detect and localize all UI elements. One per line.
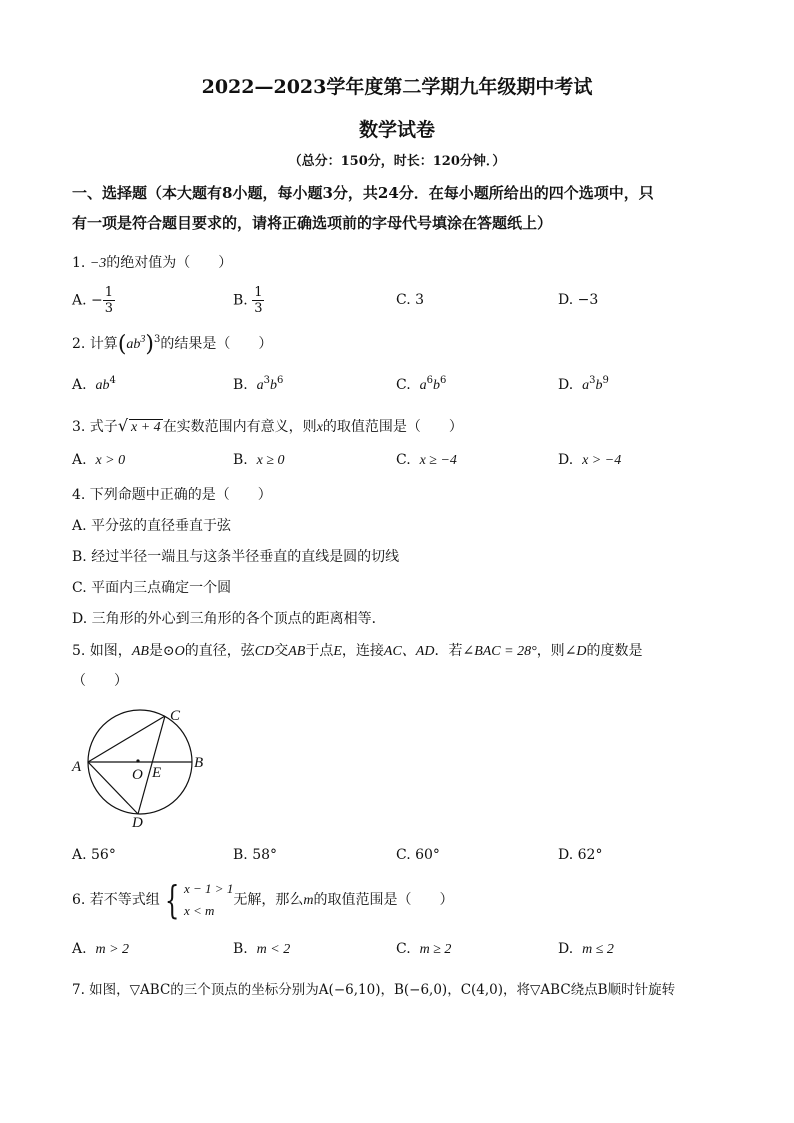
exponent-b: 6 xyxy=(277,375,284,386)
q6-stem xyxy=(72,878,453,922)
q4-option-c: C. 平面内三点确定一个圆 xyxy=(72,580,232,596)
q5-stem-line1 xyxy=(72,640,643,660)
label-o: O xyxy=(132,767,143,783)
q6-option-c xyxy=(396,941,451,958)
text: 于点 xyxy=(305,643,334,659)
base: ab xyxy=(95,378,110,393)
exponent-a: 3 xyxy=(589,375,596,386)
text: ，则 xyxy=(536,643,565,659)
q3-number: 3. 式子 xyxy=(72,419,118,435)
section-heading-line2: 有一项是符合题目要求的，请将正确选项前的字母代号填涂在答题纸上） xyxy=(72,214,553,232)
option-label: B. xyxy=(233,941,248,957)
q5-option-a: A. 56° xyxy=(72,847,116,863)
option-label: C. xyxy=(396,377,411,393)
exam-title: 2022—2023学年度第二学期九年级期中考试 xyxy=(201,76,593,98)
option-expr: m ≤ 2 xyxy=(582,942,614,957)
section-heading-line1: 一、选择题（本大题有8小题，每小题3分，共24分．在每小题所给出的四个选项中，只 xyxy=(72,184,654,202)
base-a: a xyxy=(256,378,264,393)
q5-option-c: C. 60° xyxy=(396,847,440,863)
option-label: B. xyxy=(233,452,248,468)
numerator: 1 xyxy=(254,285,263,300)
q5-stem-line2: （ ） xyxy=(72,673,128,689)
q3-var: x xyxy=(316,420,323,435)
q7-stem: 7. 如图，▽ABC的三个顶点的坐标分别为A(−6,10)，B(−6,0)，C(4,0)，将▽ABC绕点B顺时针旋转 xyxy=(72,982,676,998)
q2-inner-exp: 3 xyxy=(140,334,146,345)
option-label: D. xyxy=(558,452,574,468)
math: ∠D xyxy=(564,644,587,659)
q2-option-b xyxy=(233,375,283,394)
option-expr: x > −4 xyxy=(582,453,622,468)
text: ．若 xyxy=(434,643,463,659)
option-label: A. xyxy=(72,452,87,468)
q5-circle-figure xyxy=(66,700,216,835)
q2-text: 的结果是（ ） xyxy=(160,336,273,352)
exponent-b: 6 xyxy=(439,375,447,386)
q6-option-d xyxy=(558,941,614,958)
option-expr: x ≥ −4 xyxy=(419,453,457,468)
q2-option-c xyxy=(396,375,446,394)
q3-option-d xyxy=(558,452,621,469)
option-label: B. xyxy=(233,377,248,393)
q2-option-a xyxy=(72,375,116,394)
q1-stem xyxy=(72,252,232,272)
option-expr: m > 2 xyxy=(95,942,130,957)
option-label: D. xyxy=(558,941,574,957)
text: 5. 如图， xyxy=(72,643,132,659)
exam-note: （总分：150分，时长：120分钟．） xyxy=(288,154,506,169)
inequality-row1: x − 1 > 1 xyxy=(184,881,234,896)
text: 交 xyxy=(274,643,289,659)
exponent: 4 xyxy=(109,375,116,386)
q1-option-c: C. 3 xyxy=(396,292,425,308)
q2-number: 2. 计算 xyxy=(72,336,118,352)
q1-text: 的绝对值为（ ） xyxy=(106,255,233,271)
math: E xyxy=(333,644,342,659)
q1-option-a xyxy=(72,285,115,316)
q6-option-b xyxy=(233,941,290,958)
numerator: 1 xyxy=(104,285,114,300)
base-b: b xyxy=(595,378,603,393)
exponent-a: 6 xyxy=(426,375,433,386)
option-label: A. xyxy=(72,377,87,393)
q3-radicand: x + 4 xyxy=(131,420,161,435)
q2-outer-exp: 3 xyxy=(154,334,161,345)
q3-stem: 3. 式子√ x + 4 在实数范围内有意义，则x的取值范围是（ ） xyxy=(72,416,463,435)
option-label: D. xyxy=(558,377,574,393)
option-expr: x ≥ 0 xyxy=(256,453,285,468)
q6-text1: 无解，那么 xyxy=(233,892,304,908)
text: 的直径，弦 xyxy=(184,643,255,659)
exam-subtitle: 数学试卷 xyxy=(358,119,435,141)
option-label: C. xyxy=(396,941,411,957)
label-b: B xyxy=(194,755,204,771)
denominator: 3 xyxy=(104,301,114,316)
math: CD xyxy=(254,644,275,659)
inequality-system: { x − 1 > 1 x < m xyxy=(164,878,234,922)
fraction xyxy=(103,285,115,316)
q3-text2: 的取值范围是（ ） xyxy=(322,419,463,435)
q4-option-a: A. 平分弦的直径垂直于弦 xyxy=(72,518,232,534)
text: ，连接 xyxy=(341,643,384,659)
chord-ac xyxy=(88,716,165,762)
q3-text1: 在实数范围内有意义，则 xyxy=(162,419,317,435)
sign: − xyxy=(91,292,103,309)
base-b: b xyxy=(432,378,440,393)
q4-stem: 4. 下列命题中正确的是（ ） xyxy=(72,487,272,503)
q3-option-a xyxy=(72,452,125,469)
denominator: 3 xyxy=(254,301,263,316)
q3-option-b xyxy=(233,452,285,469)
label-c: C xyxy=(170,708,181,724)
math: AC、AD xyxy=(383,644,435,659)
text: 是⊙ xyxy=(148,643,175,659)
q1-expression: −3 xyxy=(89,256,107,271)
q2-base: ab xyxy=(126,337,141,352)
q4-option-b: B. 经过半径一端且与这条半径垂直的直线是圆的切线 xyxy=(72,549,400,565)
label-e: E xyxy=(152,765,162,781)
q5-option-d: D. 62° xyxy=(558,847,603,863)
inequality-row2: x < m xyxy=(184,903,215,918)
option-label: A. xyxy=(72,292,87,309)
q2-option-d xyxy=(558,375,609,394)
base-a: a xyxy=(419,378,427,393)
q1-option-d: D. −3 xyxy=(558,292,599,308)
option-label: C. xyxy=(396,452,411,468)
option-expr: m < 2 xyxy=(256,942,291,957)
q5-option-b: B. 58° xyxy=(233,847,278,863)
q1-option-b xyxy=(233,285,264,316)
q6-var: m xyxy=(303,893,314,908)
option-expr: x > 0 xyxy=(95,453,126,468)
q1-number: 1. xyxy=(72,255,86,271)
label-a: A xyxy=(72,759,82,775)
base-a: a xyxy=(582,378,590,393)
base-b: b xyxy=(270,378,278,393)
text: 的度数是 xyxy=(586,643,643,659)
math: AB xyxy=(288,644,306,659)
q3-option-c xyxy=(396,452,457,469)
option-label: A. xyxy=(72,941,87,957)
math: O xyxy=(174,644,185,659)
math: ∠BAC = 28° xyxy=(462,644,537,659)
center-dot xyxy=(136,759,139,762)
q6-number: 6. 若不等式组 xyxy=(72,892,160,908)
option-expr: m ≥ 2 xyxy=(419,942,452,957)
fraction xyxy=(252,285,264,316)
q6-option-a xyxy=(72,941,129,958)
option-label: B. xyxy=(233,292,248,309)
q6-text2: 的取值范围是（ ） xyxy=(313,892,454,908)
q2-stem: 2. 计算$(ab^3)^3$的结果是（ ） xyxy=(72,332,273,357)
exponent-a: 3 xyxy=(263,375,271,386)
exponent-b: 9 xyxy=(602,375,609,386)
q4-option-d: D. 三角形的外心到三角形的各个顶点的距离相等． xyxy=(72,611,386,627)
label-d: D xyxy=(132,815,143,831)
math: AB xyxy=(131,644,149,659)
